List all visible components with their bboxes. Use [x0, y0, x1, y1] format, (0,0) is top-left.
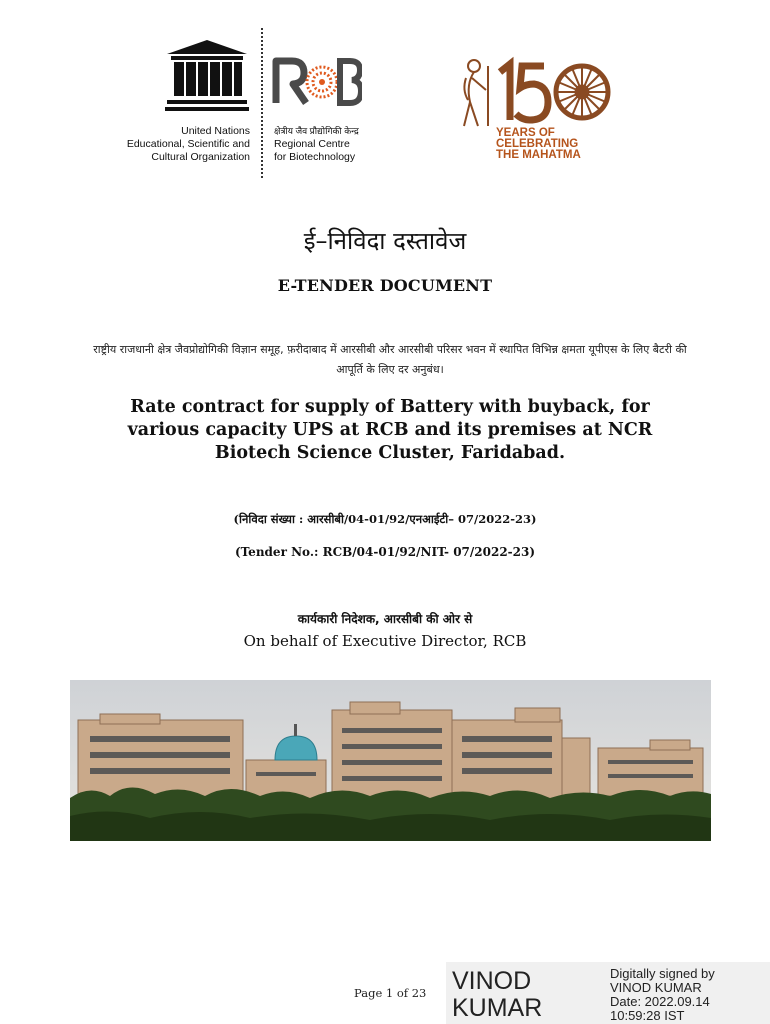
gandhi-150-line: THE MAHATMA — [496, 149, 581, 161]
hindi-description: राष्ट्रीय राजधानी क्षेत्र जैवप्रोद्योगिकी विज्ञान समूह, फ़रीदाबाद में आरसीबी और आरसीबी परिसर भवन में स्थापित विभिन्न क्षमता यूपीएस के लिए बैटरी की आपूर्ति के लिए दर अनुबंध। — [93, 343, 687, 376]
signature-detail-line: Date: 2022.09.14 — [610, 994, 710, 1009]
behalf-english: On behalf of Executive Director, RCB — [243, 632, 527, 650]
gandhi-150-mark-icon — [460, 56, 620, 128]
logo-divider — [261, 28, 263, 178]
gandhi-150-caption — [496, 128, 581, 161]
digital-signature-stamp — [446, 962, 770, 1024]
gandhi-150-line: YEARS OF — [496, 127, 555, 139]
tender-subject-title: Rate contract for supply of Battery with buyback, for various capacity UPS at RCB and its premises at NCR Biotech Science Cluster, Faridabad. — [127, 397, 653, 463]
gandhi-150-logo — [460, 56, 620, 166]
rcb-line: Regional Centre — [274, 138, 350, 150]
unesco-name — [120, 125, 250, 164]
unesco-temple-icon — [165, 40, 249, 116]
rcb-line: for Biotechnology — [274, 151, 356, 163]
tender-number-english: (Tender No.: RCB/04-01/92/NIT- 07/2022-23) — [234, 545, 536, 559]
rcb-name — [274, 125, 394, 164]
signature-detail-line: Digitally signed by — [610, 966, 715, 981]
signer-name-line: KUMAR — [452, 994, 543, 1022]
rcb-wordmark-icon — [272, 55, 362, 107]
signature-details — [610, 967, 715, 1023]
behalf-hindi: कार्यकारी निदेशक, आरसीबी की ओर से — [297, 612, 473, 626]
campus-photo — [70, 680, 711, 841]
unesco-line: United Nations — [181, 125, 250, 137]
tender-number-hindi: (निविदा संख्या : आरसीबी/04-01/92/एनआईटी– 07/2022-23) — [233, 512, 537, 526]
signature-detail-line: 10:59:28 IST — [610, 1008, 685, 1023]
hindi-document-title: ई–निविदा दस्तावेज — [303, 227, 467, 255]
unesco-line: Cultural Organization — [151, 151, 250, 163]
rcb-hindi-name: क्षेत्रीय जैव प्रौद्योगिकी केन्द्र — [274, 126, 359, 136]
signer-name-line: VINOD — [452, 967, 532, 995]
english-document-title: E-TENDER DOCUMENT — [277, 276, 493, 295]
gandhi-150-line: CELEBRATING — [496, 138, 579, 150]
page-number: Page 1 of 23 — [354, 986, 427, 1000]
unesco-line: Educational, Scientific and — [126, 138, 250, 150]
signer-name — [452, 968, 542, 1022]
signature-detail-line: VINOD KUMAR — [610, 980, 702, 995]
